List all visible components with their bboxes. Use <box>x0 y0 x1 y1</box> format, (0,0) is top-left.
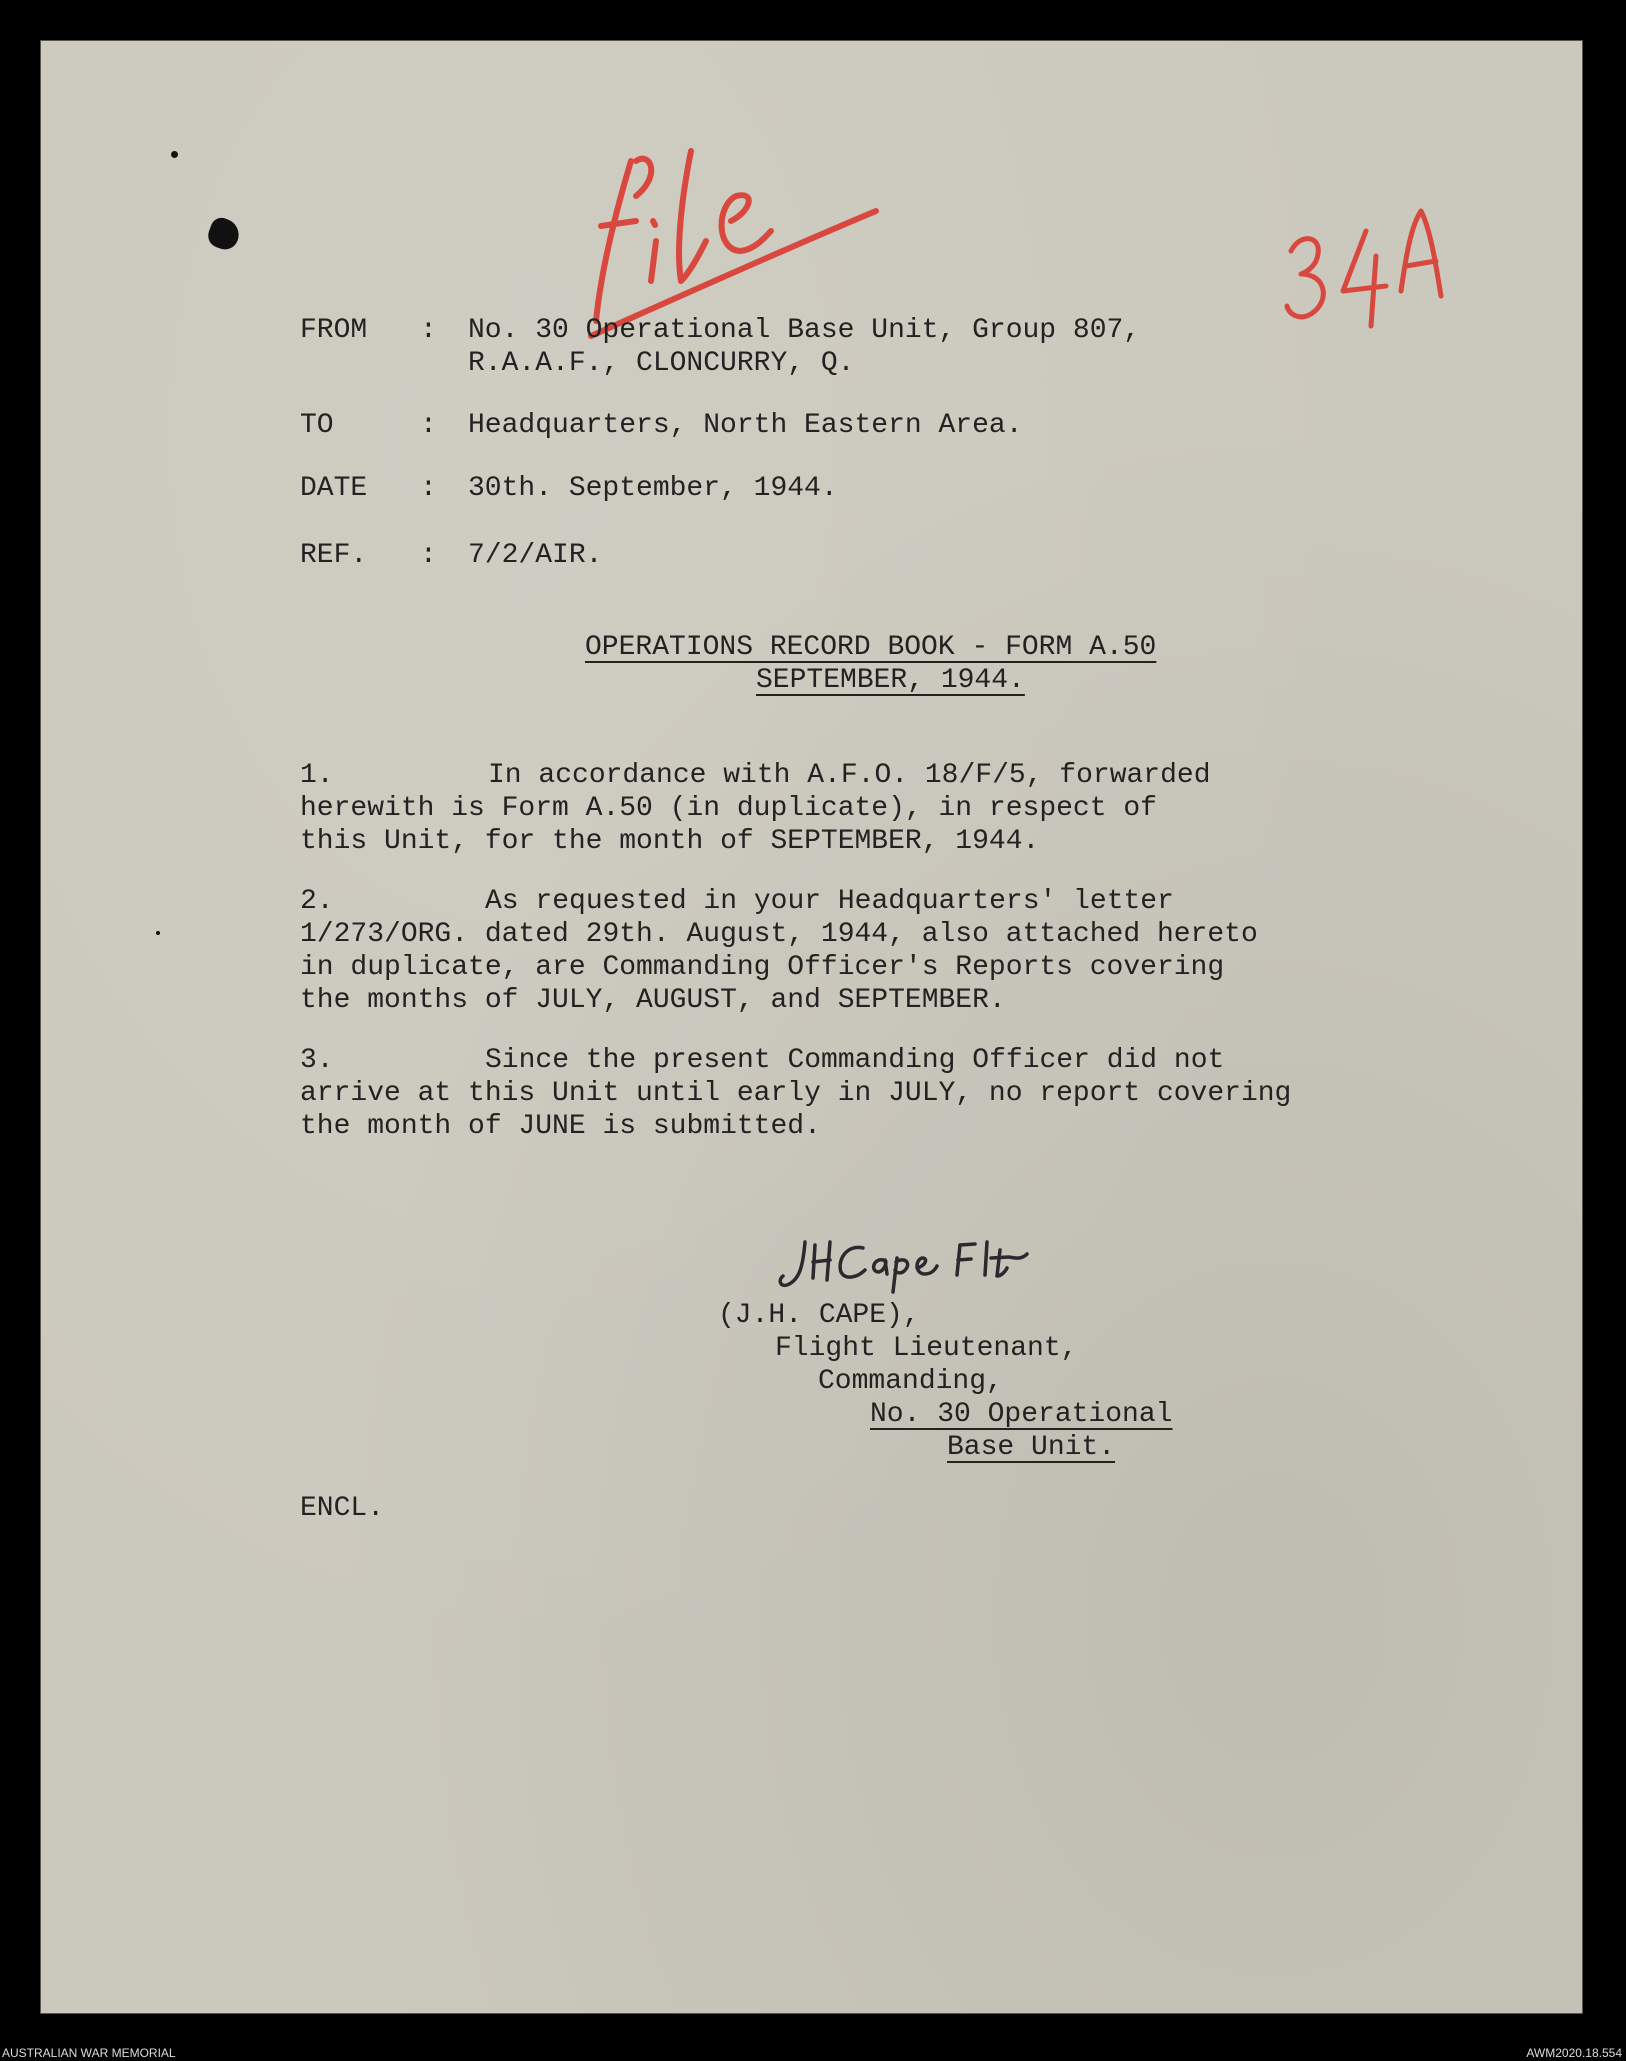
to-label: TO <box>300 410 334 441</box>
punch-mark-small <box>156 931 160 935</box>
from-line-2: R.A.A.F., CLONCURRY, Q. <box>468 348 855 379</box>
paragraph-2-line-4: the months of JULY, AUGUST, and SEPTEMBER. <box>300 985 1006 1016</box>
punch-hole-mark <box>205 215 243 253</box>
ref-colon: : <box>420 540 437 571</box>
date-value: 30th. September, 1944. <box>468 473 838 504</box>
paragraph-2-line-2: 1/273/ORG. dated 29th. August, 1944, also attached hereto <box>300 919 1258 950</box>
ref-label: REF. <box>300 540 368 571</box>
from-colon: : <box>420 315 437 346</box>
to-colon: : <box>420 410 437 441</box>
from-label: FROM <box>300 315 368 346</box>
ref-value: 7/2/AIR. <box>468 540 603 571</box>
paragraph-2-line-3: in duplicate, are Commanding Officer's Reports covering <box>300 952 1225 983</box>
signatory-rank: Flight Lieutenant, <box>775 1333 1078 1364</box>
paragraph-3-line-1: Since the present Commanding Officer did not <box>485 1045 1225 1076</box>
footer-catalogue-id: AWM2020.18.554 <box>1526 2046 1622 2060</box>
enclosure-note: ENCL. <box>300 1493 385 1524</box>
signatory-unit-line-2: Base Unit. <box>947 1432 1116 1463</box>
paragraph-1-number: 1. <box>300 760 334 791</box>
paragraph-3-number: 3. <box>300 1045 334 1076</box>
paragraph-2-number: 2. <box>300 886 334 917</box>
footer-credit: AUSTRALIAN WAR MEMORIAL <box>2 2046 176 2060</box>
paragraph-1-line-2: herewith is Form A.50 (in duplicate), in respect of <box>300 793 1157 824</box>
from-line-1: No. 30 Operational Base Unit, Group 807, <box>468 315 1141 346</box>
paragraph-3-line-2: arrive at this Unit until early in JULY, no report covering <box>300 1078 1292 1109</box>
document-title: OPERATIONS RECORD BOOK - FORM A.50 <box>585 632 1157 663</box>
date-label: DATE <box>300 473 368 504</box>
signatory-unit-line-1: No. 30 Operational <box>870 1399 1173 1430</box>
to-value: Headquarters, North Eastern Area. <box>468 410 1023 441</box>
paragraph-1-line-1: In accordance with A.F.O. 18/F/5, forwarded <box>488 760 1211 791</box>
handwritten-signature <box>775 1230 1105 1300</box>
punch-mark-small <box>171 151 178 158</box>
paragraph-1-line-3: this Unit, for the month of SEPTEMBER, 1944. <box>300 826 1040 857</box>
document-subtitle: SEPTEMBER, 1944. <box>756 665 1025 696</box>
date-colon: : <box>420 473 437 504</box>
signatory-name: (J.H. CAPE), <box>718 1300 920 1331</box>
folio-number-handwritten <box>1271 196 1461 336</box>
paragraph-2-line-1: As requested in your Headquarters' letter <box>485 886 1174 917</box>
signatory-role: Commanding, <box>818 1366 1003 1397</box>
paragraph-3-line-3: the month of JUNE is submitted. <box>300 1111 821 1142</box>
header-row-from <box>0 62 1141 379</box>
header-row-ref <box>0 540 603 899</box>
